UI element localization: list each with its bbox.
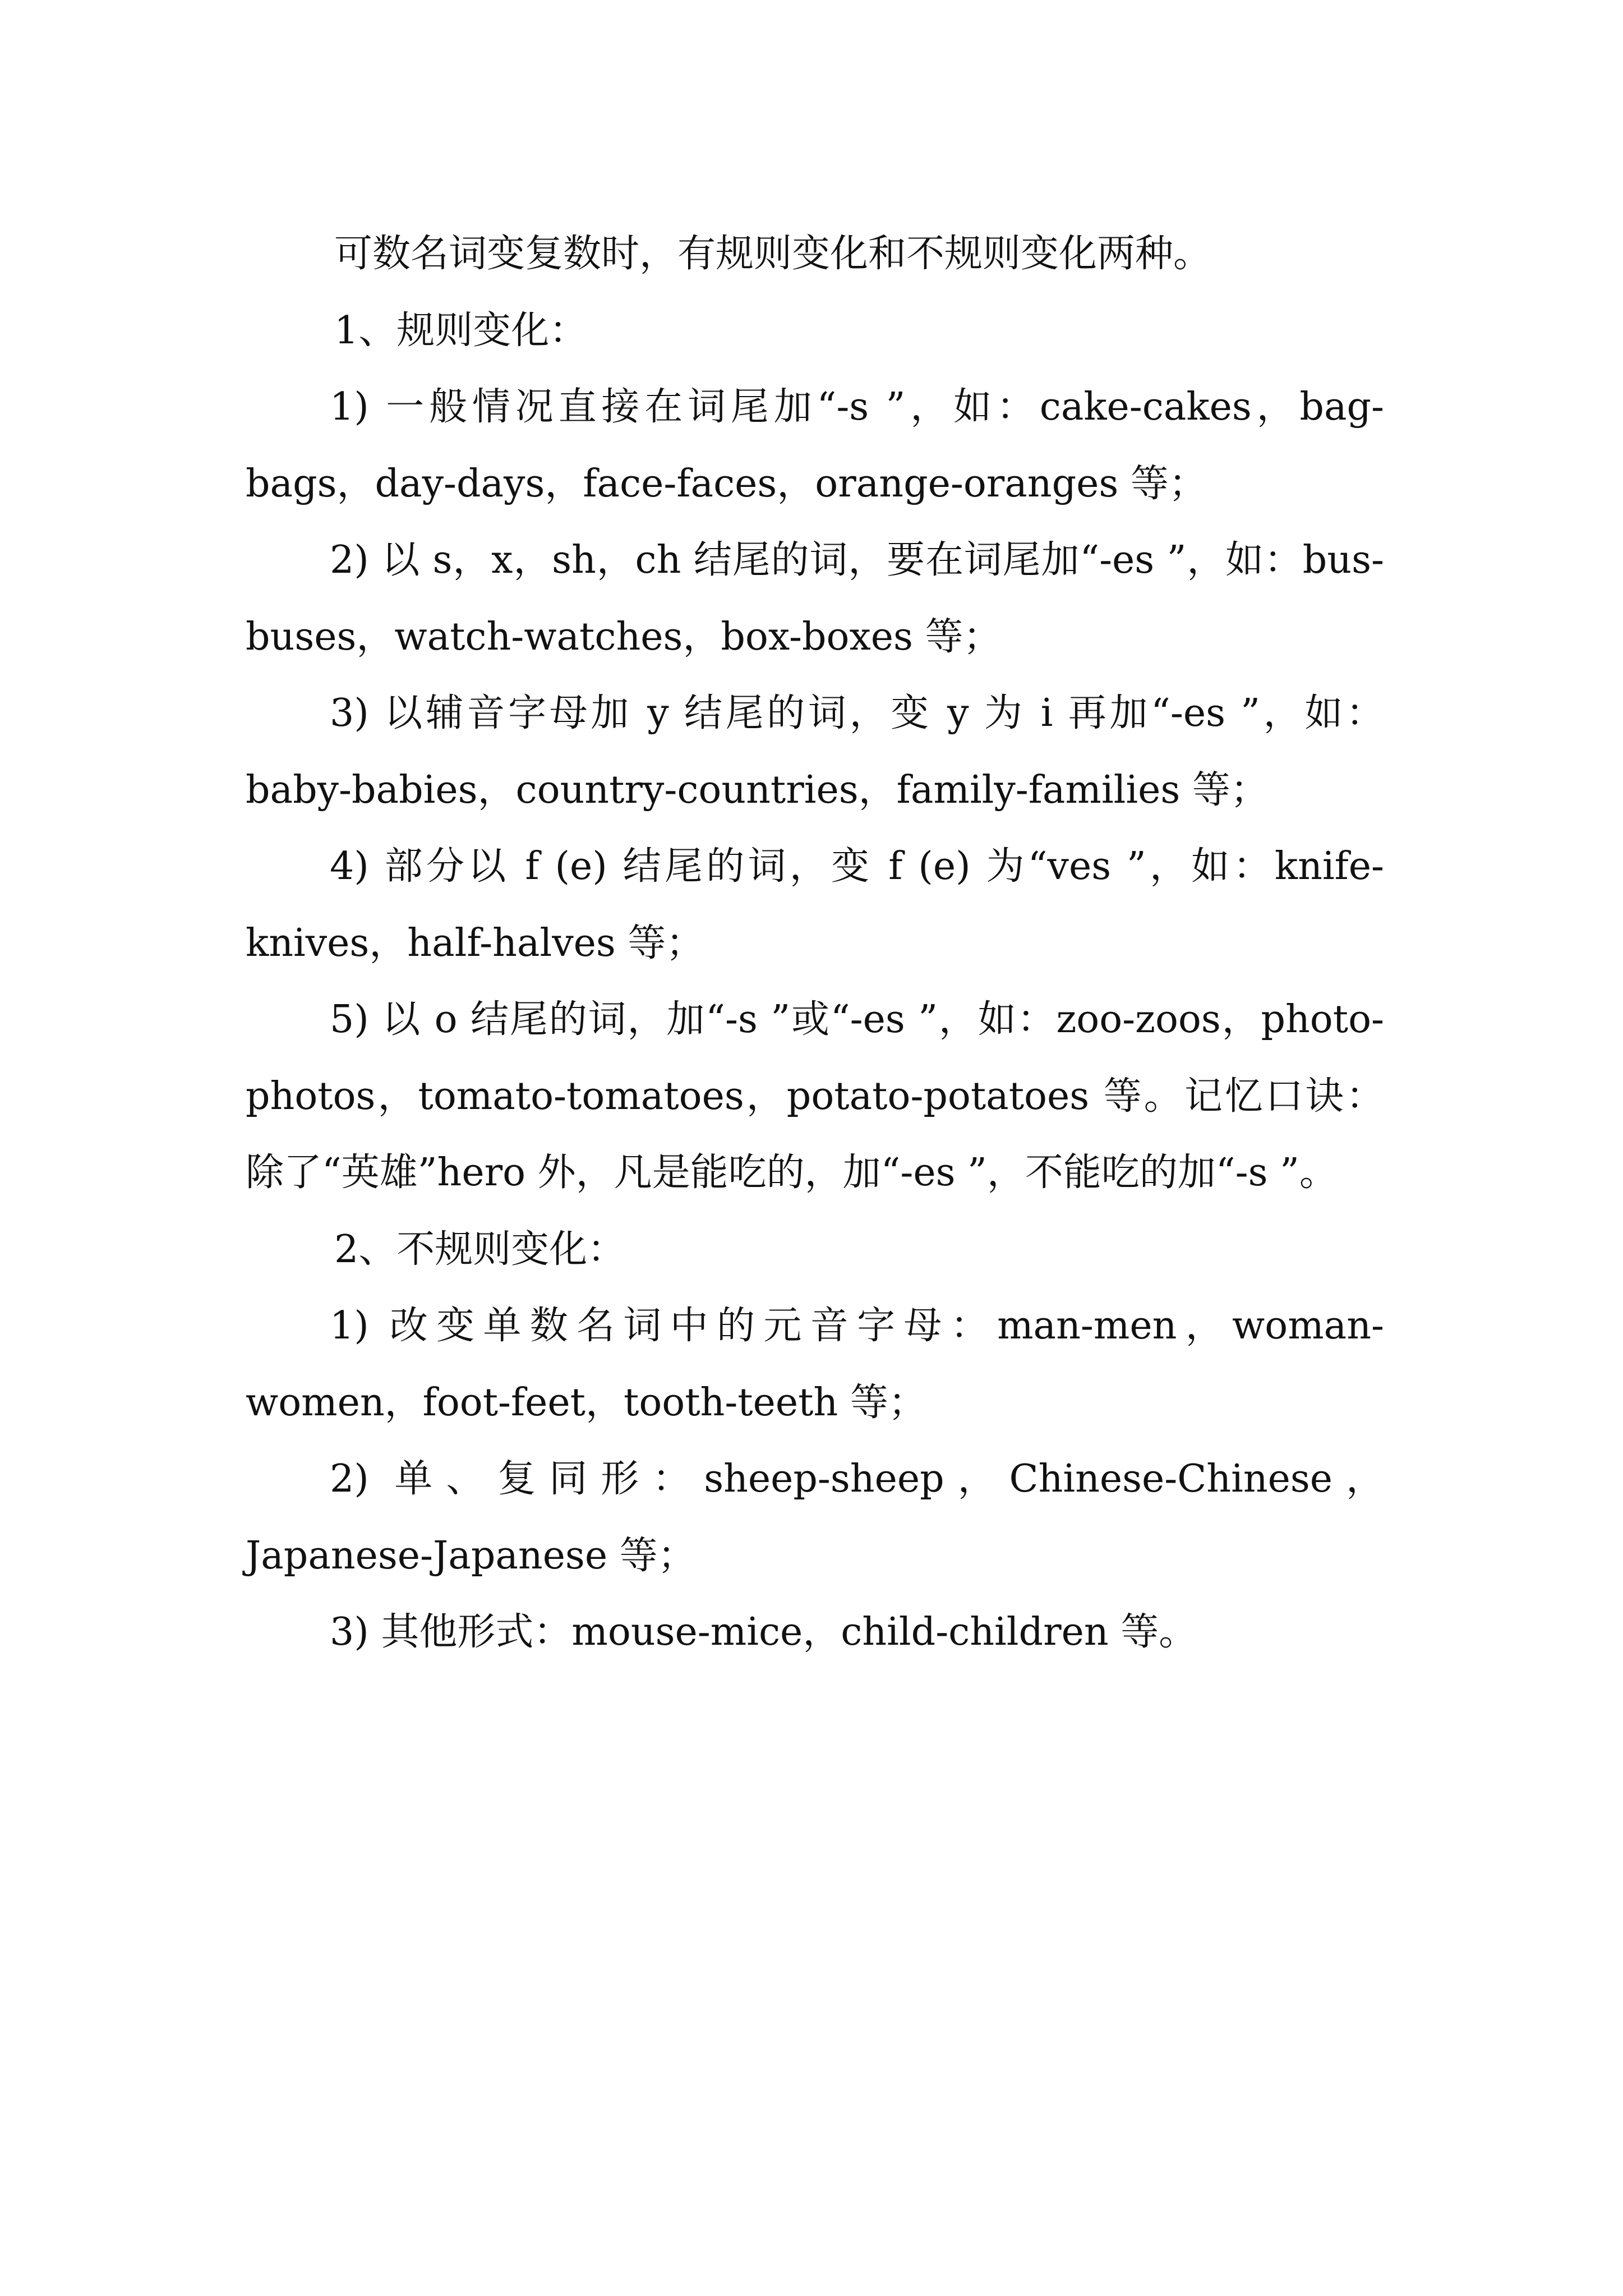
section-heading-regular: 1、规则变化： [334, 308, 588, 353]
rule-paragraph-3: 3) 以辅音字母加 y 结尾的词，变 y 为 i 再加“-es ”，如：baby-babies，country-countries，family-families 等； [246, 691, 1384, 812]
section-heading-irregular: 2、不规则变化： [334, 1227, 626, 1272]
intro-paragraph: 可数名词变复数时，有规则变化和不规则变化两种。 [334, 232, 1212, 276]
irregular-paragraph-1: 1) 改变单数名词中的元音字母：man-men，woman-women，foot-feet，tooth-teeth 等； [246, 1304, 1384, 1425]
rule-paragraph-1: 1) 一般情况直接在词尾加“-s ”，如：cake-cakes，bag-bags，day-days，face-faces，orange-oranges 等； [246, 385, 1384, 506]
irregular-paragraph-2: 2) 单、复同形：sheep-sheep，Chinese-Chinese，Japanese-Japanese 等； [246, 1457, 1384, 1578]
rule-paragraph-4: 4) 部分以 f (e) 结尾的词，变 f (e) 为“ves ”，如：knife-knives，half-halves 等； [246, 844, 1384, 965]
document-body [246, 216, 1384, 1671]
rule-paragraph-5: 5) 以 o 结尾的词，加“-s ”或“-es ”，如：zoo-zoos，photo-photos，tomato-tomatoes，potato-potatoes 等。记忆口诀：除了“英雄”hero 外，凡是能吃的，加“-es ”，不能吃的加“-s ”。 [246, 997, 1384, 1195]
irregular-paragraph-3: 3) 其他形式：mouse-mice，child-children 等。 [330, 1610, 1197, 1654]
rule-paragraph-2: 2) 以 s，x，sh，ch 结尾的词，要在词尾加“-es ”，如：bus-buses，watch-watches，box-boxes 等； [246, 538, 1384, 659]
